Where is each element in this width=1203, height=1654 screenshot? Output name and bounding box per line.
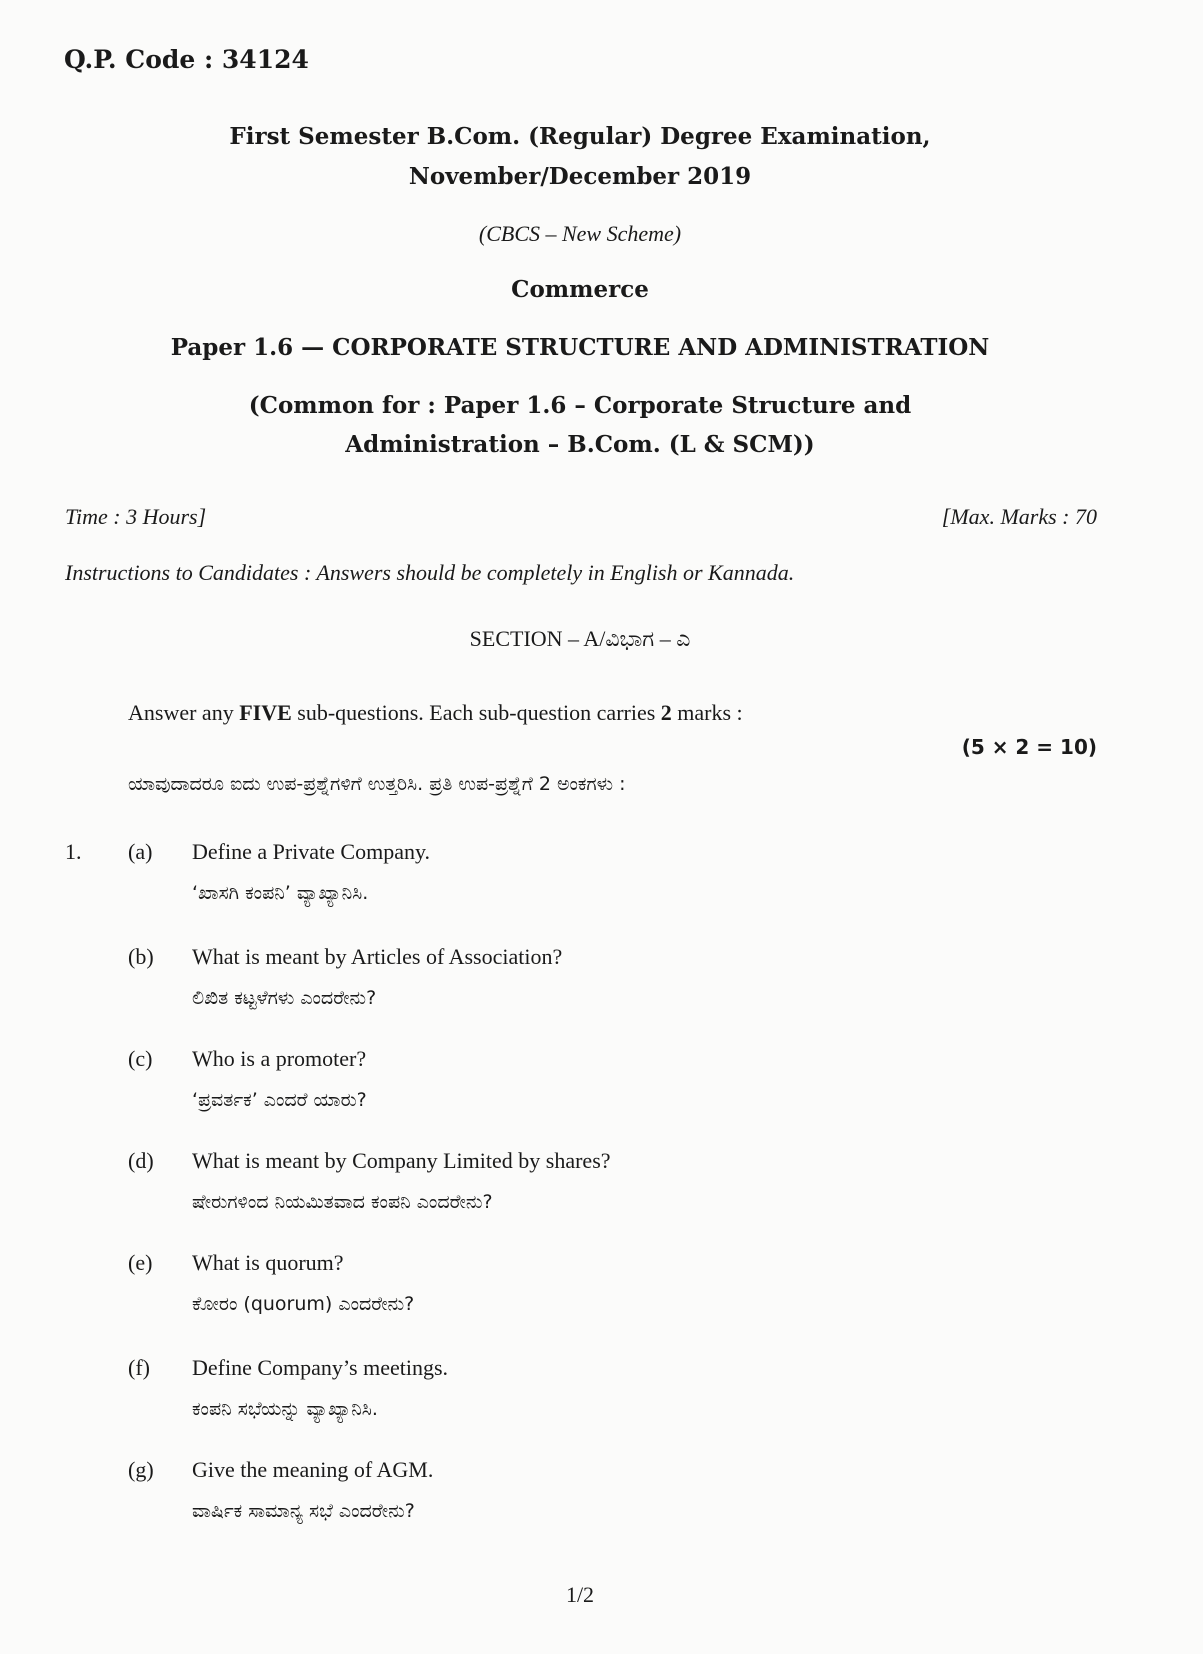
instruction-text: sub-questions. Each sub-question carries	[291, 700, 661, 725]
sub-question-label: (c)	[128, 1046, 153, 1071]
instruction-bold: 2	[660, 700, 672, 725]
sub-question-kannada: ‘ಪ್ರವರ್ತಕ’ ಎಂದರೆ ಯಾರು?	[192, 1089, 367, 1111]
paper-title: Paper 1.6 — CORPORATE STRUCTURE AND ADMINISTRATION	[170, 334, 990, 361]
sub-question-label: (f)	[128, 1355, 150, 1380]
section-marks: (5 × 2 = 10)	[961, 735, 1097, 759]
exam-title-line1: First Semester B.Com. (Regular) Degree Examination,	[229, 123, 931, 150]
time-allowed: Time : 3 Hours]	[65, 504, 207, 529]
common-for-line1: (Common for : Paper 1.6 – Corporate Structure and	[248, 392, 912, 419]
exam-title-line2: November/December 2019	[408, 163, 752, 190]
qp-code: Q.P. Code : 34124	[64, 45, 309, 74]
section-instruction-kannada: ಯಾವುದಾದರೂ ಐದು ಉಪ-ಪ್ರಶ್ನೆಗಳಿಗೆ ಉತ್ತರಿಸಿ. ಪ್ರತಿ ಉಪ-ಪ್ರಶ್ನೆಗೆ 2 ಅಂಕಗಳು :	[128, 773, 626, 795]
sub-question-kannada: ವಾರ್ಷಿಕ ಸಾಮಾನ್ಯ ಸಭೆ ಎಂದರೇನು?	[192, 1500, 415, 1522]
common-for-line2: Administration – B.Com. (L & SCM))	[345, 431, 815, 458]
sub-question-english: Who is a promoter?	[192, 1046, 367, 1071]
subject: Commerce	[511, 276, 649, 303]
page-number: 1/2	[565, 1582, 595, 1607]
sub-question-label: (d)	[128, 1148, 154, 1173]
sub-question-english: What is meant by Articles of Association?	[192, 944, 563, 969]
instruction-text: marks :	[671, 700, 743, 725]
sub-question-label: (b)	[128, 944, 154, 969]
section-instruction	[128, 699, 743, 727]
sub-question-english: What is meant by Company Limited by shares?	[192, 1148, 611, 1173]
instructions: Instructions to Candidates : Answers should be completely in English or Kannada.	[65, 560, 795, 585]
sub-question-english: Define a Private Company.	[192, 839, 431, 864]
sub-question-label: (g)	[128, 1457, 154, 1482]
instruction-text: Answer any	[128, 700, 240, 725]
sub-question-kannada: ಲಿಖಿತ ಕಟ್ಟಳೆಗಳು ಎಂದರೇನು?	[192, 987, 377, 1009]
question-number: 1.	[65, 839, 82, 864]
scheme: (CBCS – New Scheme)	[478, 221, 682, 246]
sub-question-kannada: ಷೇರುಗಳಿಂದ ನಿಯಮಿತವಾದ ಕಂಪನಿ ಎಂದರೇನು?	[192, 1191, 493, 1213]
instruction-bold: FIVE	[239, 700, 292, 725]
sub-question-label: (e)	[128, 1250, 153, 1275]
sub-question-english: What is quorum?	[192, 1250, 344, 1275]
section-title: SECTION – A/ವಿಭಾಗ – ಎ	[469, 626, 691, 651]
sub-question-label: (a)	[128, 839, 153, 864]
sub-question-kannada: ಕೋರಂ (quorum) ಎಂದರೇನು?	[192, 1293, 415, 1315]
sub-question-english: Define Company’s meetings.	[192, 1355, 449, 1380]
sub-question-kannada: ‘ಖಾಸಗಿ ಕಂಪನಿ’ ವ್ಯಾಖ್ಯಾನಿಸಿ.	[192, 882, 369, 904]
max-marks: [Max. Marks : 70	[941, 504, 1097, 529]
sub-question-kannada: ಕಂಪನಿ ಸಭೆಯನ್ನು ವ್ಯಾಖ್ಯಾನಿಸಿ.	[192, 1398, 378, 1420]
sub-question-english: Give the meaning of AGM.	[192, 1457, 434, 1482]
